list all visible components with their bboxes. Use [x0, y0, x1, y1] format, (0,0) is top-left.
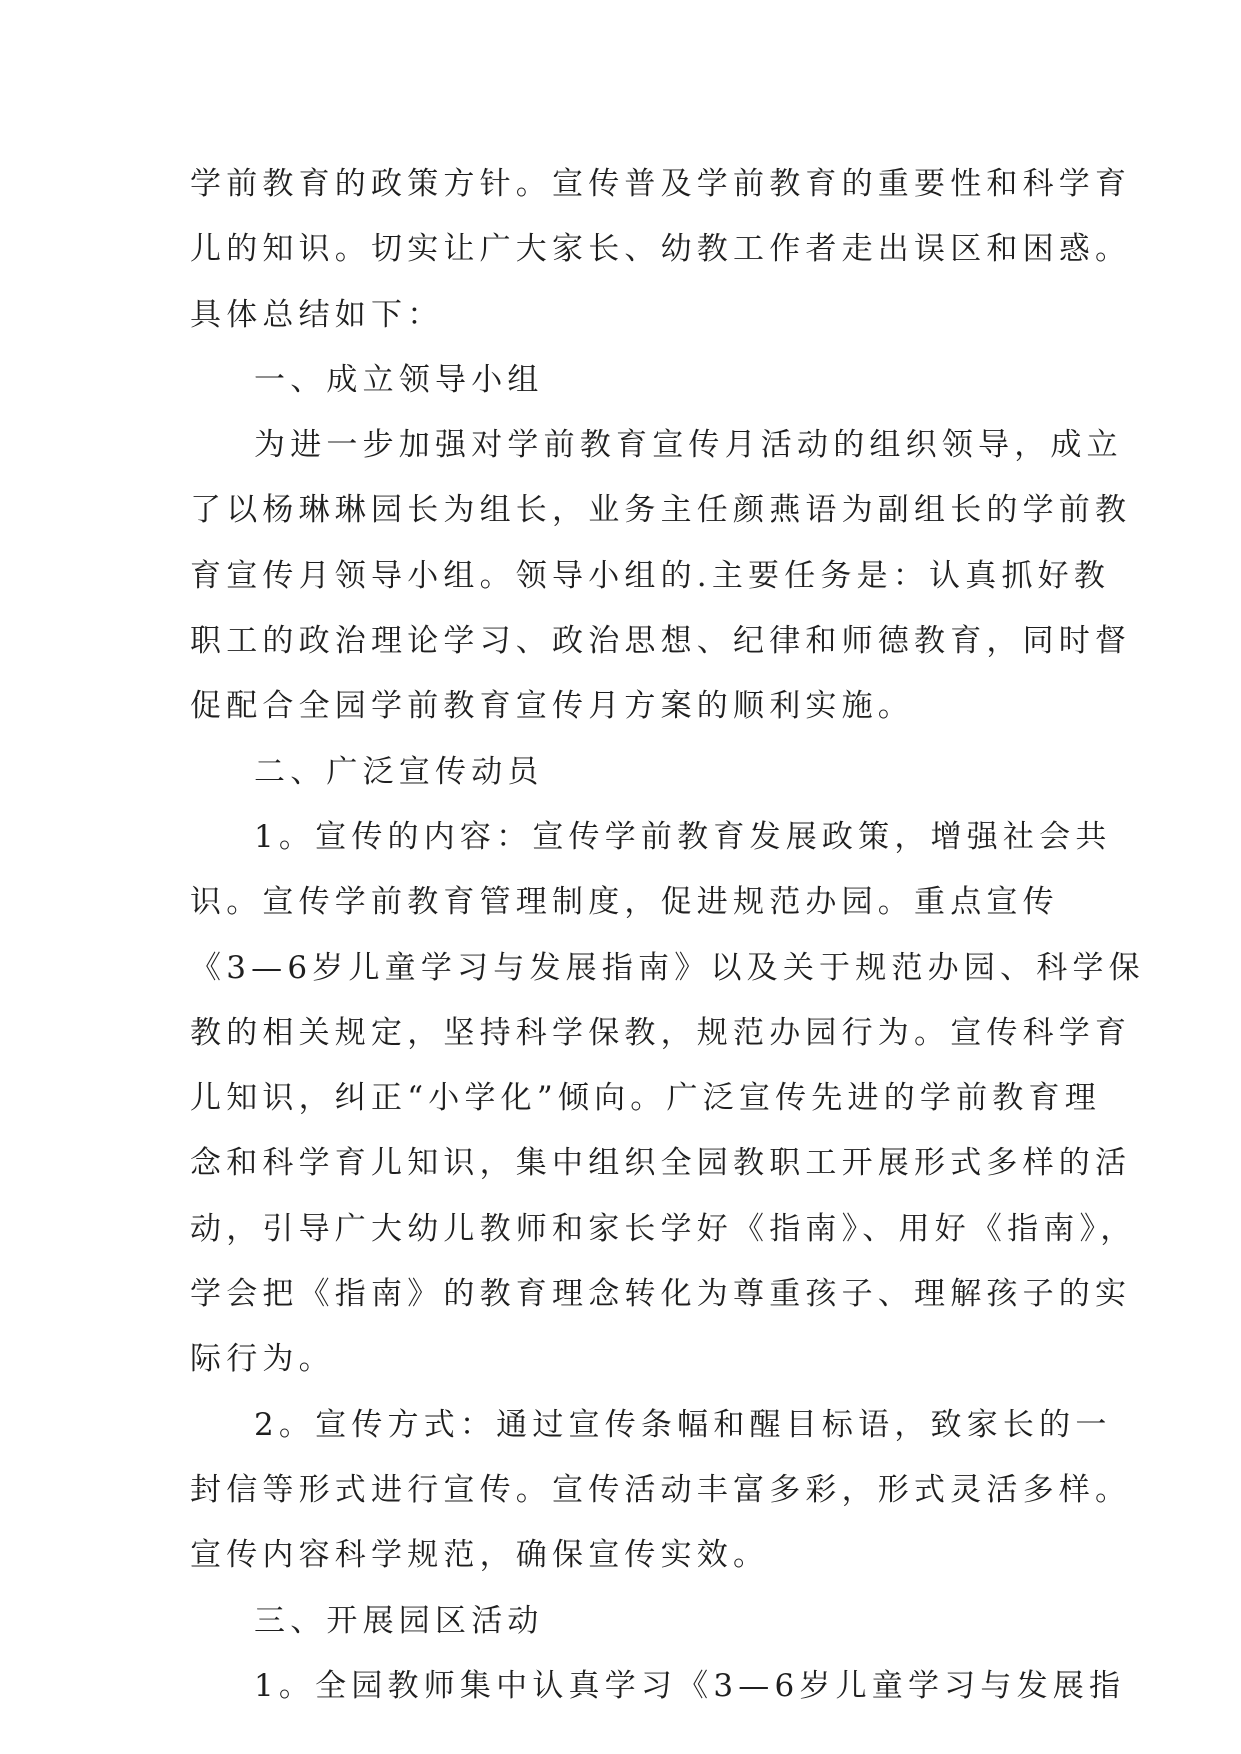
- text-line: 宣传内容科学规范，确保宣传实效。: [190, 1537, 770, 1574]
- text-line: 为进一步加强对学前教育宣传月活动的组织领导，成立: [254, 427, 1123, 464]
- text-line: 际行为。: [190, 1341, 335, 1378]
- text-line: 一、成立领导小组: [254, 361, 544, 398]
- text-line: 2。宣传方式：通过宣传条幅和醒目标语，致家长的一: [254, 1406, 1112, 1443]
- text-line: 促配合全园学前教育宣传月方案的顺利实施。: [190, 688, 914, 725]
- text-line: 学会把《指南》的教育理念转化为尊重孩子、理解孩子的实: [190, 1276, 1132, 1313]
- text-line: 教的相关规定，坚持科学保教，规范办园行为。宣传科学育: [190, 1014, 1132, 1051]
- document-body: [190, 152, 1145, 1719]
- text-line: 职工的政治理论学习、政治思想、纪律和师德教育，同时督: [190, 623, 1132, 660]
- text-line: 儿知识，纠正“小学化”倾向。广泛宣传先进的学前教育理: [190, 1080, 1101, 1117]
- text-line: 1。宣传的内容：宣传学前教育发展政策，增强社会共: [254, 818, 1112, 855]
- text-line: 学前教育的政策方针。宣传普及学前教育的重要性和科学育: [190, 166, 1132, 202]
- text-line: 二、广泛宣传动员: [254, 753, 544, 790]
- text-line: 育宣传月领导小组。领导小组的.主要任务是：认真抓好教: [190, 557, 1111, 594]
- text-line: 了以杨琳琳园长为组长，业务主任颜燕语为副组长的学前教: [190, 492, 1132, 529]
- text-line: 1。全园教师集中认真学习《3—6岁儿童学习与发展指: [254, 1667, 1126, 1704]
- text-line: 儿的知识。切实让广大家长、幼教工作者走出误区和困惑。: [190, 231, 1132, 268]
- text-line: 动，引导广大幼儿教师和家长学好《指南》、用好《指南》，: [190, 1210, 1137, 1247]
- text-line: 封信等形式进行宣传。宣传活动丰富多彩，形式灵活多样。: [190, 1471, 1132, 1508]
- text-line: 具体总结如下：: [190, 296, 444, 333]
- text-line: 念和科学育儿知识，集中组织全园教职工开展形式多样的活: [190, 1145, 1132, 1182]
- text-line: 三、开展园区活动: [254, 1602, 544, 1639]
- text-line: 《3—6岁儿童学习与发展指南》以及关于规范办园、科学保: [190, 949, 1145, 986]
- text-line: 识。宣传学前教育管理制度，促进规范办园。重点宣传: [190, 884, 1059, 921]
